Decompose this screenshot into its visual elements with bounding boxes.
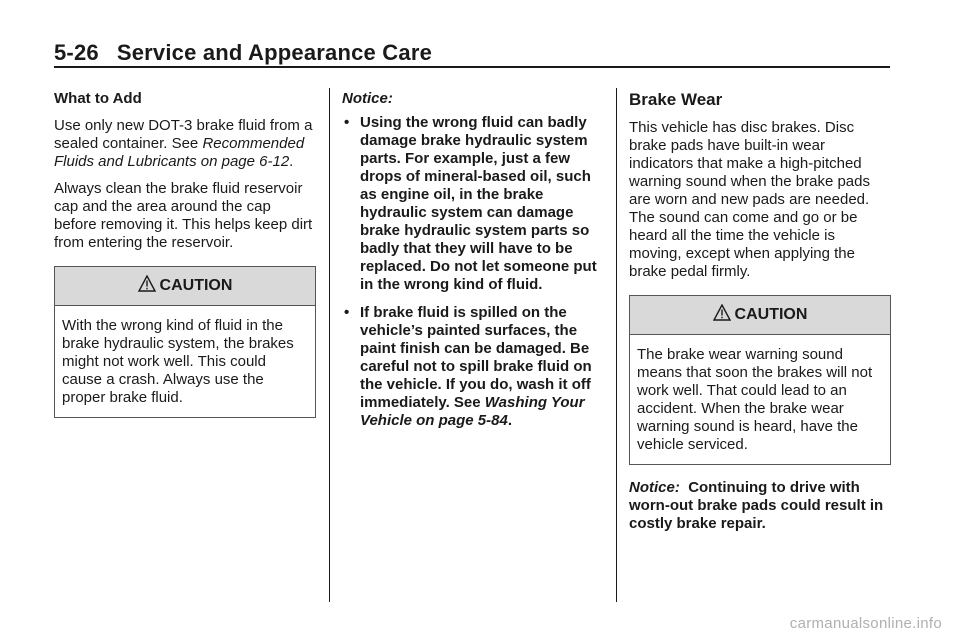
- site-watermark: carmanualsonline.info: [789, 615, 942, 632]
- caution-header: [630, 296, 890, 335]
- caution-box-fluid: [54, 266, 316, 418]
- bullet-text: Using the wrong fluid can badly damage brake hydraulic system parts. For example, just a few drops of mineral-based oil, such as engine oil, in the brake hydraulic system can damage brake hydraulic system parts so badly that they will have to be replaced. Do not let someone put in the wrong kind of fluid.: [360, 114, 597, 293]
- caution-body: The brake wear warning sound means that soon the brakes will not work well. That could lead to an accident. When the brake wear warning sound is heard, have the vehicle serviced.: [637, 346, 873, 453]
- list-item: [342, 304, 604, 430]
- caution-box-wear: [629, 295, 891, 465]
- caution-header: [55, 267, 315, 306]
- column-divider-right: [616, 88, 617, 602]
- notice-label: Notice:: [629, 479, 680, 496]
- brake-wear-heading: Brake Wear: [629, 90, 723, 109]
- brake-pads-notice: [629, 479, 891, 533]
- what-to-add-heading: What to Add: [54, 90, 142, 107]
- notice-label: Notice:: [342, 90, 393, 107]
- notice-list: [342, 114, 604, 430]
- fluid-text-end: .: [289, 153, 294, 170]
- fluid-paragraph: [54, 117, 316, 171]
- right-column: [629, 90, 891, 542]
- section-title: Service and Appearance Care: [116, 40, 433, 65]
- warning-triangle-icon: [138, 275, 156, 292]
- bullet-text: If brake fluid is spilled on the vehicle’s painted surfaces, the paint finish can be damaged. Be careful not to spill brake fluid on the vehicle. If you do, wash it off immediately. See: [360, 304, 592, 411]
- bullet-glyph: •: [344, 114, 350, 131]
- caution-body: With the wrong kind of fluid in the brake hydraulic system, the brakes might not work well. This could cause a crash. Always use the proper brake fluid.: [62, 317, 294, 406]
- page-header: [54, 40, 890, 66]
- washing-reference-link[interactable]: Washing Your Vehicle on page 5-84: [360, 394, 585, 429]
- list-item: [342, 114, 604, 294]
- fluid-text: Use only new DOT-3 brake fluid from a sealed container. See: [54, 117, 313, 152]
- caution-title: CAUTION: [734, 306, 808, 323]
- warning-triangle-icon: [713, 304, 731, 321]
- notice-text: Continuing to drive with worn-out brake pads could result in costly brake repair.: [629, 479, 884, 532]
- bullet-glyph: •: [344, 304, 350, 321]
- caution-title: CAUTION: [159, 277, 233, 294]
- fluids-reference-link[interactable]: Recommended Fluids and Lubricants on page 6-12: [54, 135, 305, 170]
- bullet-text-end: .: [507, 412, 513, 429]
- middle-column: [342, 90, 604, 440]
- page-number: 5-26: [54, 40, 99, 65]
- brake-wear-paragraph: This vehicle has disc brakes. Disc brake pads have built-in wear indicators that make a high-pitched warning sound when the brake pads are worn and new pads are needed. The sound can come and go or be heard all the time the vehicle is moving, except when applying the brake pedal firmly.: [629, 119, 870, 280]
- reservoir-paragraph: Always clean the brake fluid reservoir cap and the area around the cap before removing it. This helps keep dirt from entering the reservoir.: [54, 180, 313, 251]
- header-rule: [54, 66, 890, 68]
- left-column: [54, 90, 316, 418]
- column-divider-left: [329, 88, 330, 602]
